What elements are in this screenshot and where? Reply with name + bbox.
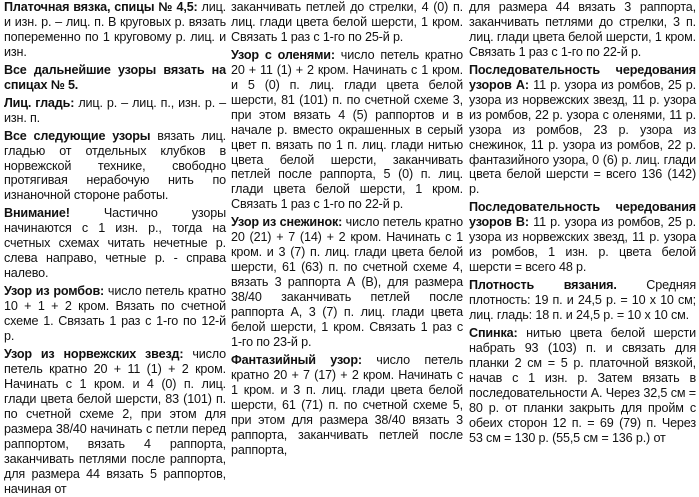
paragraph (469, 278, 696, 323)
paragraph-heading: Последовательность чередования узоров В: (469, 200, 696, 230)
paragraph-heading: Платочная вязка, спицы № 4,5: (4, 0, 198, 14)
paragraph (231, 353, 463, 458)
paragraph (4, 0, 226, 60)
paragraph-text: для размера 44 вязать 3 раппорта, заканчивать петлями до стрелки, 3 п. лиц. глади цвета белой шерсти, 1 кром. Связать 1 раз с 1-го по 22-й р. (469, 0, 696, 59)
paragraph-text: 11 р. узора из ромбов, 25 р. узора из норвежских звезд, 11 р. узора из ромбов, 22 р. узора с оленями, 11 р. узора из ромбов, 23 р. узора из снежинок, 11 р. узора из ромбов, 22 р. фантазийного узора, 0 (6) р. лиц. глади цвета белой шерсти = всего 136 (142) р. (469, 77, 696, 197)
paragraph (4, 347, 226, 497)
text-column-1 (4, 0, 226, 496)
paragraph-heading: Узор из снежинок: (231, 215, 343, 230)
paragraph (4, 206, 226, 281)
paragraph-heading: Узор с оленями: (231, 47, 335, 62)
paragraph (469, 0, 696, 60)
paragraph (4, 96, 226, 126)
paragraph-heading: Все дальнейшие узоры вязать на спицах № 5. (4, 62, 226, 92)
paragraph-text: число петель кратно 20 (21) + 7 (14) + 2 кром. Начинать с 1 кром. и 3 (7) п. лиц. глади цвета белой шерсти, 61 (63) п. по счетной схеме 4, вязать 3 раппорта А (В), для размера 38/40 заканчивать петлей после раппорта А, 3 (7) п. лиц. глади цвета белой шерсти, 1 кром. Связать 1 раз с 1-го по 23-й р. (231, 215, 463, 349)
paragraph-heading: Лиц. гладь: (4, 95, 75, 110)
text-column-2 (231, 0, 463, 472)
paragraph-text: вязать лиц. гладью от отдельных клубков в норвежской технике, свободно протягивая нерабочую нить по изнаночной стороне работы. (4, 128, 226, 203)
paragraph (231, 48, 463, 212)
paragraph (469, 326, 696, 446)
paragraph-heading: Внимание! (4, 206, 70, 221)
paragraph-text: Средняя плотность: 19 п. и 24,5 р. = 10 х 10 см; лиц. гладь: 18 п. и 24,5 р. = 10 х 10 см. (469, 278, 696, 323)
paragraph-text: заканчивать петлей до стрелки, 4 (0) п. лиц. глади цвета белой шерсти, 1 кром. Связать 1 раз с 1-го по 25-й р. (231, 0, 463, 44)
paragraph-heading: Спинка: (469, 326, 518, 341)
paragraph-text: лиц. и изн. р. – лиц. п. В круговых р. вязать попеременно по 1 круговому р. лиц. и изн. (4, 0, 226, 59)
text-column-3 (469, 0, 696, 472)
paragraph (231, 215, 463, 350)
paragraph-heading: Последовательность чередования узоров А: (469, 62, 696, 92)
paragraph-text: число петель кратно 10 + 1 + 2 кром. Вязать по счетной схеме 1. Связать 1 раз с 1-го по 12-й р. (4, 284, 226, 344)
paragraph-heading: Узор из норвежских звезд: (4, 346, 184, 361)
paragraph-text: нитью цвета белой шерсти набрать 93 (103) п. и связать для планки 2 см = 5 р. платочной вязкой, начав с 1 изн. р. Затем вязать в последовательности А. Через 32,5 см = 80 р. от планки закрыть для пройм с обеих сторон 12 п. = 69 (79) п. Через 53 см = 130 р. (55,5 см = 136 р.) от (469, 326, 696, 445)
paragraph (469, 63, 696, 198)
paragraph-text: число петель кратно 20 + 11 (1) + 2 кром. Начинать с 1 кром. и 4 (0) п. лиц. глади цвета белой шерсти, 83 (101) п. по счетной схеме 2, при этом для размера 38/40 начинать с петли перед раппортом, вязать 4 раппорта, заканчивать петлями после раппорта, для размера 44 вязать 5 раппортов, начиная от (4, 346, 226, 496)
paragraph-text: Частично узоры начинаются с 1 изн. р., тогда на счетных схемах читать нечетные р. слева направо, четные р. - справа налево. (4, 206, 226, 281)
paragraph-text: число петель кратно 20 + 11 (1) + 2 кром. Начинать с 1 кром. и 5 (0) п. лиц. глади цвета белой шерсти, 81 (101) п. по счетной схеме 3, при этом вязать 4 (5) раппортов и в начале р. вместо окрашенных в серый цвет п. вязать по 1 п. лиц. глади нитью цвета белой шерсти, заканчивать петлей после раппорта, 5 (0) п. лиц. глади цвета белой шерсти, 1 кром. Связать 1 раз с 1-го по 22-й р. (231, 47, 463, 212)
paragraph (469, 200, 696, 275)
paragraph (231, 0, 463, 45)
paragraph-text: число петель кратно 20 + 7 (17) + 2 кром. Начинать с 1 кром. и 3 п. лиц. глади цвета белой шерсти, 61 (71) п. по счетной схеме 5, при этом для размера 38/40 вязать 3 раппорта, заканчивать петлей после раппорта, (231, 352, 463, 457)
paragraph (4, 284, 226, 344)
paragraph-heading: Фантазийный узор: (231, 352, 362, 367)
paragraph-text: 11 р. узора из ромбов, 25 р. узора из норвежских звезд, 11 р. узора из ромбов, 1 изн. р. цвета белой шерсти = всего 48 р. (469, 215, 696, 275)
paragraph (4, 63, 226, 93)
paragraph-text: лиц. р. – лиц. п., изн. р. – изн. п. (4, 95, 226, 125)
paragraph-heading: Плотность вязания. (469, 278, 617, 293)
paragraph-heading: Все следующие узоры (4, 128, 151, 143)
paragraph-heading: Узор из ромбов: (4, 284, 105, 299)
paragraph (4, 129, 226, 204)
